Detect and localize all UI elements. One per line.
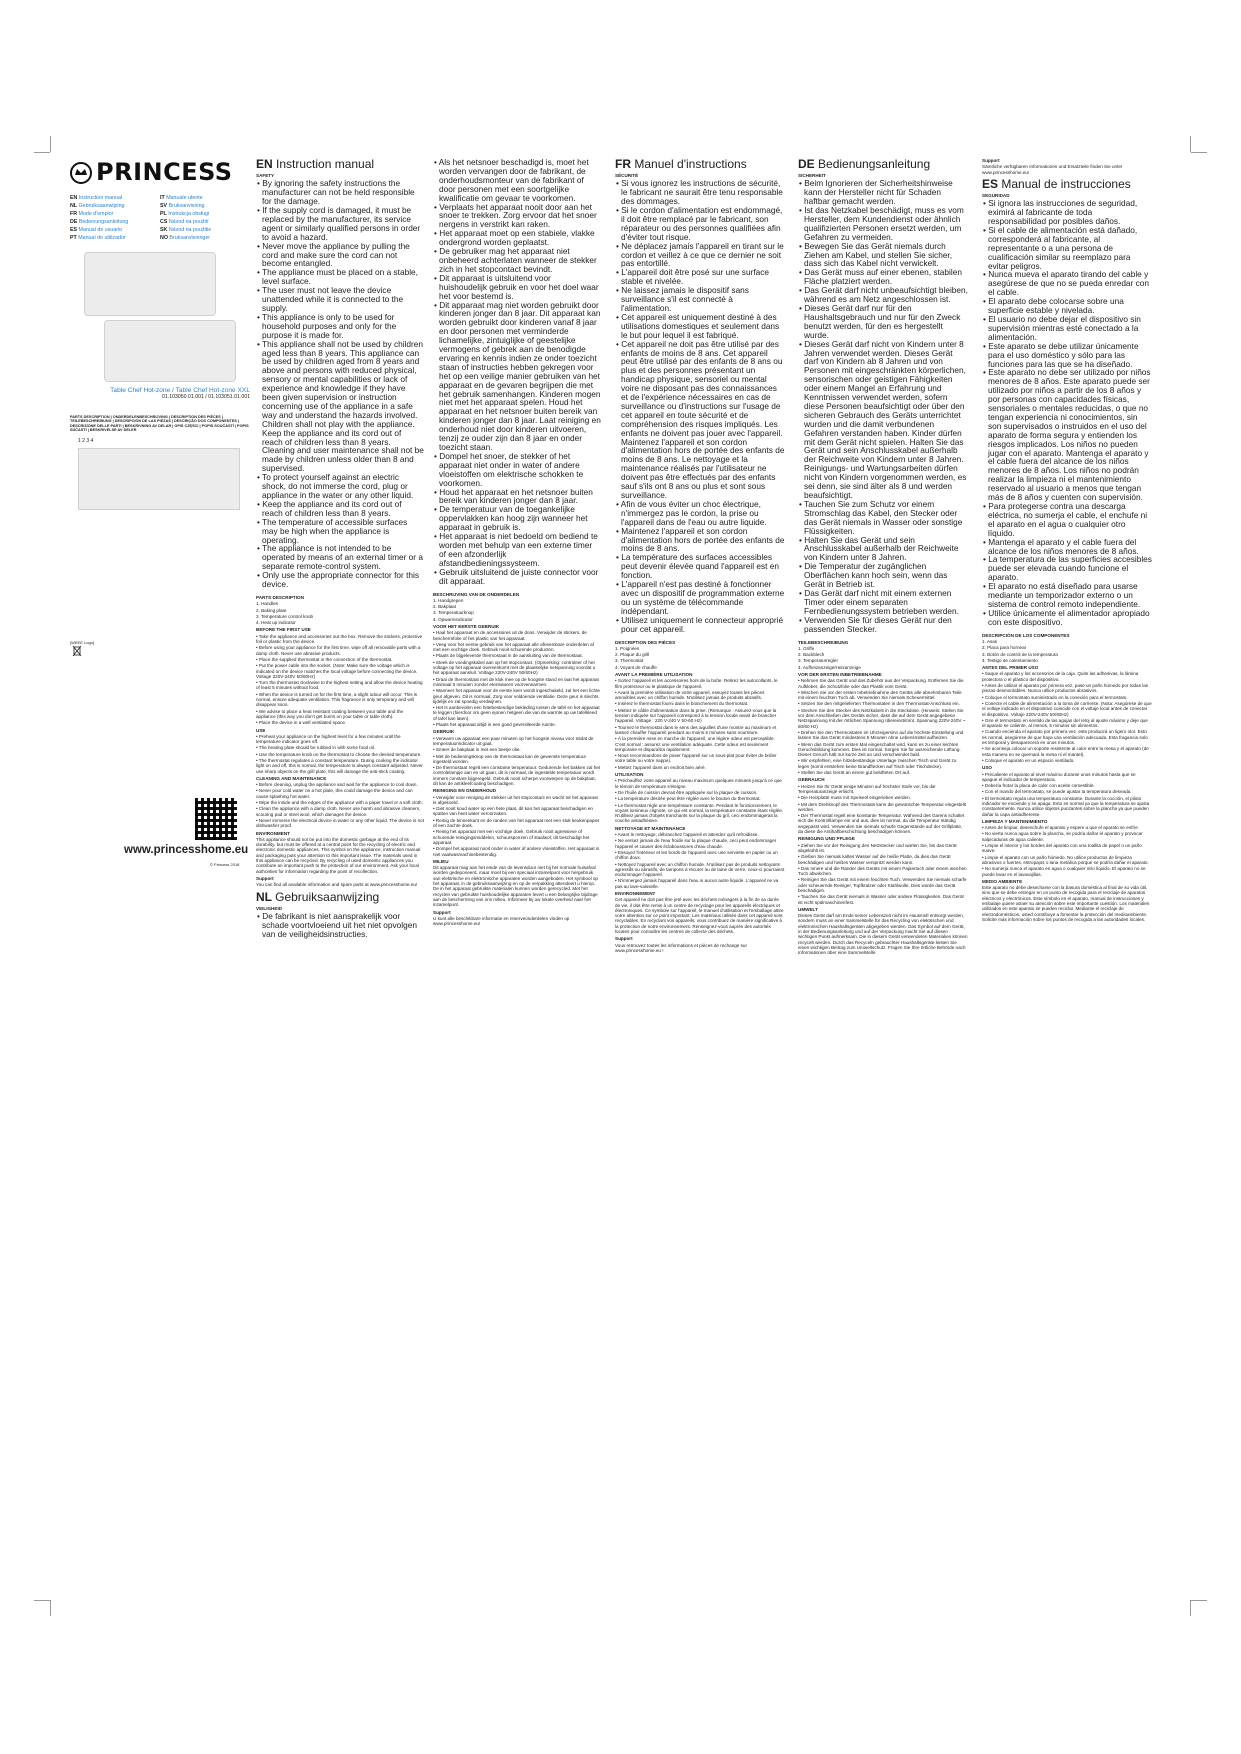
language-item: ES Manual de usuario (70, 227, 123, 233)
language-item: EN Instruction manual (70, 195, 123, 201)
list-item: • Place the supplied thermostat in the connection of the thermostat. (256, 656, 393, 662)
list-item: 3. Thermostat (615, 658, 644, 664)
list-item: • Wischen Sie vor der ersten Inbetriebnahme des Geräts alle abnehmbaren Teile mit einem feuchten Tuch ab. Verwenden Sie niemals Scheuermittel. (798, 689, 962, 701)
list-item: • Si vous ignorez les instructions de sécurité, le fabricant ne saurait être tenu responsable des dommages. (616, 178, 783, 207)
safety-heading: SEGURIDAD (982, 192, 1010, 198)
list-item: • Coloque el termostato suministrado en la conexión para el termostato. (982, 694, 1128, 700)
section-title-en: EN Instruction manual (256, 157, 375, 171)
environment-heading: UMWELT (798, 906, 818, 912)
first-use-heading: VOR DER ERSTEN INBETRIEBNAHME (798, 672, 882, 677)
list-item: • Clean the appliance with a damp cloth. Never use harsh and abrasive cleaners, scouring pad or steel wool, which damages the device. (256, 806, 421, 817)
list-item: • La température des surfaces accessibles peut devenir élevée quand l'appareil est en fonction. (616, 552, 779, 581)
list-item: • Verwenden Sie für dieses Gerät nur den passenden Stecker. (799, 614, 952, 634)
cleaning-heading: NETTOYAGE ET MAINTENANCE (615, 825, 686, 831)
product-image-small (84, 252, 216, 316)
list-item: • Bewegen Sie das Gerät niemals durch Ziehen am Kabel, und stellen Sie sicher, dass sich das Kabel nicht verwickelt. (799, 240, 953, 269)
support-text: U kunt alle beschikbare informatie en reserveonderdelen vinden op www.princesshome.eu! (433, 915, 570, 927)
list-item: 3. Temperaturregler (798, 658, 839, 664)
list-item: • Haal het apparaat en de accessoires uit de doos. Verwijder de stickers, de beschermfolie of het plastic van het apparaat. (433, 630, 587, 641)
list-item: • Het apparaat is niet bedoeld om bediend te worden met behulp van een externe timer of een afzonderlijk afstandbedieningssysteem. (434, 531, 598, 568)
list-item: 2. Bakplaat (433, 604, 456, 610)
list-item: • Nous recommandons de poser l'appareil sur un sous-plat pour éviter de brûler votre table ou votre nappe). (615, 753, 777, 764)
list-item: • Use the temperature knob on the thermostat to choose the desired temperature. (256, 751, 422, 757)
use-heading: USE (256, 727, 266, 733)
list-item: • Sortez l'appareil et les accessoires hors de la boîte. Retirez les autocollants, le film protecteur ou le plastique de l'appareil. (615, 678, 778, 689)
environment-heading: MILIEU (433, 858, 449, 864)
list-item: • Dit apparaat mag niet worden gebruikt door kinderen jonger dan 8 jaar. Dit apparaat kan worden gebruikt door kinderen vanaf 8 jaar en door personen met verminderde lichamelijke, zintuiglijke of geestelijke vermogens of gebrek aan de benodigde ervaring en kennis indien ze onder toezicht staan of instructies hebben gekregen voor het op een veilige manier gebruiken van het apparaat en de gevaren begrijpen die met het gebruik samenhangen. Kinderen mogen niet met het apparaat spelen. Houd het apparaat en het netsnoer buiten bereik van kinderen jonger dan 8 jaar. Laat reiniging en onderhoud niet door kinderen uitvoeren, tenzij ze ouder zijn dan 8 jaar en onder toezicht staan. (434, 299, 601, 452)
brand-logo (70, 158, 250, 187)
list-item: • Reinig de binnenkant en de randen van het apparaat met een stuk keukenpapier of een zachte doek. (433, 817, 600, 829)
list-item: • Heizen Sie Ihr Gerät einige Minuten auf höchster Stufe vor, bis die Temperaturanzeige erlischt. (798, 783, 936, 794)
safety-list (798, 179, 968, 633)
list-item: • La température désirée peut être réglée avec le bouton du thermostat. (615, 796, 761, 802)
crown-icon (70, 162, 92, 184)
list-item: • Saque el aparato y los accesorios de la caja. Quite las adhesivas, la lámina protectora o el plástico del dispositivo. (982, 671, 1139, 682)
environment-heading: ENVIRONMENT (256, 830, 290, 836)
crop-mark (1190, 136, 1191, 152)
cleaning-heading: CLEANING AND MAINTENANCE (256, 775, 327, 781)
first-use-list (433, 630, 601, 727)
list-item: • Nehmen Sie das Gerät und das Zubehör aus der Verpackung. Entfernen Sie die Aufkleber, die Schutzfolie oder das Plastik vom Gerät. (798, 678, 964, 689)
safety-list (433, 158, 601, 586)
list-item: • El aparato no está diseñado para usarse mediante un temporizador externo o un sistema de control remoto independiente. (983, 581, 1141, 609)
list-item: • Insérez le thermostat fourni dans le branchement du thermostat. (615, 701, 749, 707)
support-heading: Support (615, 936, 633, 942)
first-use-heading: VOOR HET EERSTE GEBRUIK (433, 623, 500, 629)
manual-sheet (70, 158, 1180, 1588)
list-item: • Giet nooit koud water op een hete plaat, dit kan het apparaat beschadigen en spatten van heet water veroorzaken. (433, 806, 593, 817)
language-item: FR Mode d'emploi (70, 211, 113, 217)
list-item: • Antes de utilizar el aparato por primera vez, pase un paño húmedo por todas las piezas desmontables. Nunca utilice productos abrasivos. (982, 683, 1149, 694)
list-item: • Essuyez l'intérieur et les bords de l'appareil avec une serviette en papier ou un chiffon doux. (615, 849, 778, 861)
list-item: • Plaats de bijgeleverde thermostaat in de aansluiting van de thermostaat. (433, 653, 583, 659)
first-use-heading: BEFORE THE FIRST USE (256, 627, 311, 633)
safety-heading: SICHERHEIT (798, 173, 826, 178)
list-item: • The temperature of accessible surfaces may be high when the appliance is operating. (257, 516, 408, 545)
list-item: • Wir empfehlen, eine hitzebeständige Unterlage zwischen Tisch und Gerät zu legen (somit entstehen keine Brandflecken auf Tisch oder Tischdecke). (798, 758, 957, 769)
list-item: • El aparato debe colocarse sobre una superficie estable y nivelada. (983, 296, 1124, 316)
section-title-es: ES Manual de instrucciones (982, 176, 1131, 191)
list-item: 4. Opwarmindicator (433, 616, 473, 622)
list-item: • Dieses Gerät darf nicht von Kindern unter 8 Jahren verwendet werden. Dieses Gerät darf von Kindern ab 8 Jahren und von Personen mit eingeschränkten körperlichen, sensorischen oder geistigen Fähigkeiten oder einem Mangel an Erfahrung und Kenntnissen verwendet werden, sofern diese Personen beaufsichtigt oder über den sicheren Gebrauch des Geräts unterrichtet wurden und die damit verbundenen Gefahren verstanden haben. Kinder dürfen mit dem Gerät nicht spielen. Halten Sie das Gerät und sein Anschlusskabel außerhalb der Reichweite von Kindern unter 8 Jahren. Reinigungs- und Wartungsarbeiten dürfen nicht von Kindern vorgenommen werden, es sei denn, sie sind älter als 8 und werden beaufsichtigt. (799, 338, 967, 501)
list-item: • Drehen Sie den Thermostaten im Uhrzeigersinn auf die höchste Einstellung und lassen Sie das Gerät mindestens 5 Minuten ohne Lebensmittel aufheizen. (798, 729, 964, 741)
safety-list (615, 179, 785, 633)
list-item: • Afin de vous éviter un choc électrique, n'immergez pas le cordon, la prise ou l'appareil dans de l'eau ou autre liquide. (616, 498, 767, 527)
list-item: • Mantenga el aparato y el cable fuera del alcance de los niños menores de 8 años. (983, 536, 1139, 556)
list-item: • Steek de voedingskabel aan op het stopcontact. (Opmerking: controleer of het voltage op het apparaat overeenkomt met de plaatselijke netspanning voordat u het apparaat aansluit. Voltage 220V-240V 50/60Hz) (433, 659, 596, 676)
list-item: • Este aparato no debe ser utilizado por niños menores de 8 años. Este aparato puede ser utilizado por niños a partir de los 8 años y por personas con capacidades físicas, sensoriales o mentales reducidas, o que no tengan experiencia ni conocimientos, sin son supervisados o instruidos en el uso del aparato de forma segura y entienden los riesgos implicados. Los niños no pueden jugar con el aparato. Mantenga el aparato y el cable fuera del alcance de los niños menores de 8 años. Los niños no podrán realizar la limpieza ni el mantenimiento reservado al usuario a menos que tengan más de 8 años y cuenten con supervisión. (983, 367, 1151, 503)
crop-mark (1191, 152, 1207, 153)
list-item: • Tauchen Sie zum Schutz vor einem Stromschlag das Kabel, den Stecker oder das Gerät niemals in Wasser oder sonstige Flüssigkeiten. (799, 498, 963, 536)
crop-mark (50, 1600, 51, 1616)
environment-text: This appliance should not be put into the domestic garbage at the end of its durability, but must be offered at a central point for the recycling of electric and electronic domestic appliances. This symbol on the appliance, instruction manual and packaging puts your attention to this important issue. The materials used in this appliance can be recycled. By recycling of used domestic appliances you contribute an important push to the protection of our environment. Ask your local authorities for information regarding the point of recollection. (256, 836, 421, 874)
support-text: Sämtliche verfügbaren Informationen und Ersatzteile finden Sie unter www.princesshome.eu! (982, 164, 1123, 175)
first-use-heading: ANTES DEL PRIMER USO (982, 665, 1039, 671)
first-use-list (798, 678, 968, 775)
list-item: • Never move the appliance by pulling the cord and make sure the cord can not become entangled. (257, 240, 410, 269)
parts-label-multilang: PARTS DESCRIPTION | ONDERDELENBESCHRIJVING | DESCRIPTION DES PIÈCES | TEILEBESCHREIBUNG | DESCRIPCIÓN DE LAS PIEZAS | DESCRIÇÃO DOS COMPONENTES | DESCRIZIONE DELLE PARTI | BESKRIVNING AV DELAR | OPIS CZĘŚCI | POPIS SOUČÁSTÍ | POPIS SÚČASTÍ | BESKRIVELSE AV DELER (70, 414, 249, 433)
copyright: © Princess 2018 (210, 862, 240, 867)
use-heading: GEBRUIK (433, 729, 455, 735)
environment-text: Cet appareil ne doit pas être jeté avec les déchets ménagers à la fin de sa durée de vie, il doit être remis à un centre de recyclage pour les appareils électriques et électroniques. Ce symbole sur l'appareil, le manuel d'utilisation et l'emballage attire votre attention sur ce point important. Les matériaux utilisés dans cet appareil sont recyclables. En recyclant vos appareils, vous contribuez de manière significative à la protection de notre environnement. Renseignez-vous auprès des autorités locales pour connaître les centres de collecte des déchets. (615, 897, 784, 935)
list-item: • Houd het apparaat en het netsnoer buiten bereik van kinderen jonger dan 8 jaar. (434, 486, 593, 506)
list-item: • Limpie el interior y los bordes del aparato con una toallita de papel o un paño suave. (982, 843, 1142, 854)
language-item: IT Manuale utente (160, 195, 203, 201)
crop-mark (34, 1600, 50, 1601)
list-item: 3. Temperatuurknop (433, 610, 474, 616)
list-item: 4. Testigo de calentamiento (982, 657, 1038, 663)
list-item: • Stellen Sie das Gerät an einem gut belüfteten Ort auf. (798, 770, 911, 776)
list-item: • The user must not leave the device unattended while it is connected to the supply. (257, 285, 404, 313)
list-item: • De thermostaat regelt een constante temperatuur. Gedurende het bakken zal het controlelampje aan en uit gaan, dit is normaal, de ingestelde temperatuur wordt immers constant bijgeregeld. Gebruik nooit scherpe voorwerpen op de bakplaat, dit kan de antikleefcoating beschadigen. (433, 765, 601, 786)
qr-code (195, 798, 237, 840)
section-title-fr: FR Manuel d'instructions (615, 157, 747, 171)
list-item: • Beim Ignorieren der Sicherheitshinweise kann der Hersteller nicht für Schaden haftbar gemacht werden. (799, 178, 953, 207)
language-item: NO Bruksanvisninger (160, 235, 211, 241)
safety-heading: SAFETY (256, 173, 275, 178)
list-item: • Verwarm uw apparaat een paar minuten op het hoogste niveau voor totdat de temperatuurindicator uit gaat. (433, 735, 594, 746)
list-item: 1. Handgrepen (433, 597, 464, 603)
list-item: 1. Asas (982, 638, 998, 644)
list-item: 2. Baking plate (256, 607, 287, 613)
use-list (256, 734, 424, 774)
list-item: • Met de bedieningsknop van de thermostaat kan de gewenste temperatuur ingesteld worden. (433, 753, 587, 764)
list-item: • Cuando encienda el aparato por primera vez, este producirá un ligero olor. Esto es normal, asegúrese de que haya una ventilación adecuada. Esta fragancia solo es temporal y desaparecerá en unos minutos. (982, 729, 1148, 746)
list-item: • Place the device in a well ventilated space. (256, 720, 347, 726)
safety-list (256, 912, 424, 939)
list-item: • Dompel het apparaat nooit onder in water of andere vloeistoffen. Het apparaat is niet vaatwasmachinebestendig. (433, 846, 600, 857)
weee-label: [WEEE Logo] (70, 639, 95, 645)
use-list (615, 778, 785, 823)
list-item: 2. Placa para hornear (982, 645, 1027, 651)
use-heading: USO (982, 765, 992, 771)
list-item: 2. Backblech (798, 652, 825, 658)
environment-text: Dieses Gerät darf am Ende seiner Lebenszeit nicht im Hausmüll entsorgt werden, sondern muss an einer Sammelstelle für das Recycling von elektrischen und elektronischen Haushaltsgeräten abgegeben werden. Das Symbol auf dem Gerät, in der Bedienungsanleitung und auf der Verpackung macht Sie auf diesen wichtigen Punkt aufmerksam. Die in diesem Gerät verwendeten Materialien können recycelt werden. Durch das Recyceln gebrauchter Haushaltsgeräte leisten Sie einen wichtigen Beitrag zum Umweltschutz. Fragen Sie Ihre örtliche Behörde nach Informationen über eine Sammelstelle. (798, 913, 968, 956)
language-item: SK Návod na použitie (160, 227, 212, 233)
parts-heading: BESCHRIJVING VAN DE ONDERDELEN (433, 591, 520, 597)
parts-heading: TEILEBESCHREIBUNG (798, 639, 849, 645)
crop-mark (1190, 1600, 1191, 1616)
parts-heading: DESCRIPCIÓN DE LOS COMPONENTES (982, 632, 1070, 638)
list-item: • Este aparato se debe utilizar únicamente para el uso doméstico y sólo para las funciones para las que se ha diseñado. (983, 340, 1139, 369)
list-item: • No sumerja nunca el aparato en agua o cualquier otro líquido. El aparato no se puede lavar en el lavavajillas. (982, 866, 1146, 877)
list-item: • Tauchen Sie das Gerät niemals in Wasser oder andere Flüssigkeiten. Das Gerät ist nicht spülmaschinenfest. (798, 894, 964, 905)
list-item: • Turn the thermostat clockwise to the highest setting and allow the device heating of least 5 minutes without food. (256, 680, 423, 691)
list-item: • Debería frotar la placa de calor con aceite comestible. (982, 783, 1095, 789)
list-item: • L'appareil doit être posé sur une surface stable et nivelée. (616, 267, 770, 287)
list-item: • To protect yourself against an electric shock, do not immerse the cord, plug or appliance in the water or any other liquid. (257, 472, 414, 501)
list-item: • Le thermostat règle une température constante. Pendant le fonctionnement, le voyant lumineux clignote, ce qui est normal, la température constante étant réglée. N'utilisez jamais d'objets tranchants sur la plaque du gril, ceci endommagerait la couche antiadhésive. (615, 802, 784, 824)
environment-heading: MEDIO AMBIENTE (982, 878, 1023, 884)
part-numbers: 1 2 3 4 (78, 437, 94, 444)
list-item: • We advise to place a heat resistant coating between your table and the appliance (this way you don't get burns on your table or table cloth). (256, 708, 404, 719)
list-item: • Si ignora las instrucciones de seguridad, eximirá al fabricante de toda responsabilidad por posibles daños. (983, 198, 1138, 226)
list-item: • De l'huile de cuisson devrait être appliquée sur la plaque de cuisson. (615, 789, 758, 795)
language-item: NL Gebruiksaanwijzing (70, 203, 125, 209)
list-item: • The thermostat regulates a constant temperature. During cooking the indicator light on and off, this is normal, the temperature is always constant adjusted. Never use sharp objects on the grill plate, this will damage the anti-stick coating. (256, 758, 423, 774)
brand-name: PRINCESS (96, 158, 233, 187)
list-item: • Dieses Gerät darf nur für den Haushaltsgebrauch und nur für den Zweck benutzt werden, für den es hergestellt wurde. (799, 302, 961, 340)
parts-diagram (78, 448, 240, 510)
list-item: 3. Temperature control knob (256, 613, 314, 619)
first-use-list (256, 634, 424, 726)
list-item: • Het is aanbevolen een hittebestendige bekleding tussen de tafel en het apparaat te leggen (hierdoor om geen ejonen hetgeen die van de warmte op uw tafelkleed of tafel kan laten). (433, 705, 600, 721)
list-item: • By ignoring the safety instructions the manufacturer can not be held responsible for the damage. (257, 178, 415, 207)
es-column (982, 158, 1152, 923)
list-item: • This appliance shall not be used by children aged less than 8 years. This appliance can be used by children aged from 8 years and above and persons with reduced physical, sensory or mental capabilities or lack of experience and knowledge if they have been given supervision or instruction concerning use of the appliance in a safe way and understand the hazards involved. Children shall not play with the appliance. Keep the appliance and its cord out of reach of children less than 8 years. Cleaning and user maintenance shall not be made by children unless older than 8 and supervised. (257, 338, 424, 474)
list-item: • Con el mando del termostato, se puede ajustar la temperatura deseada. (982, 789, 1132, 795)
list-item: • Der Thermostat regelt eine konstante Temperatur. Während des Garens schaltet sich die Kontrolllampe ein und aus, dies ist normal, da die Temperatur ständig angepasst wird. Verwenden Sie niemals scharfe Gegenstände auf der Grillplatte, da diese die Antihaftbeschichtung beschädigen können. (798, 813, 965, 835)
list-item: • Gire el termostato en sentido de las agujas del reloj al ajuste máximo y deje que el aparato se caliente, al menos, 5 minutos sin alimentos. (982, 717, 1148, 729)
list-item: • Draai de thermostaat met de klok mee op de hoogste stand en laat het apparaat minimaal 5 minuten zonder etenswaren voorverwarmen. (433, 676, 599, 687)
environment-text: Dit apparaat mag aan het einde van de levensduur niet bij het normale huisafval worden gedeponeerd, maar moet bij een speciaal inzamelpunt voor hergebruik van elektrische en elektronische apparaten worden aangeboden. Het symbool op het apparaat, in de gebruiksaanwijzing en op de verpakking attendeert u hierop. De in het apparaat gebruikte materialen kunnen worden gerecycled. Met het recyclen van gebruikte huishoudelijke apparaten levert u een belangrijke bijdrage aan de bescherming van ons milieu. Informeer bij uw lokale overheid naar het inzamelpunt. (433, 865, 598, 908)
list-item: • Put the power cable into the socket. (Note: Make sure the voltage which is indicated on the device matches the local voltage before connecting the device. Voltage 220V-240V 50/60Hz) (256, 663, 418, 679)
list-item: • Utilice únicamente el alimentador apropiado con este dispositivo. (983, 607, 1150, 627)
parts-list (982, 639, 1152, 663)
list-item: • Das Gerät darf nicht unbeaufsichtigt bleiben, während es am Netz angeschlossen ist. (799, 285, 968, 305)
list-item: • Nunca mueva el aparato tirando del cable y asegúrese de que no se pueda enredar con el cable. (983, 269, 1149, 298)
support-heading: Support (433, 909, 451, 915)
list-item: • Precaliente el aparato al nivel máximo durante unos minutos hasta que se apague el indicador de temperatura. (982, 771, 1136, 782)
list-item: • Tournez le thermostat dans le sens des aiguilles d'une montre au maximum et laissez chauffer l'appareil pendant au moins 5 minutes sans nourriture. (615, 724, 777, 735)
list-item: 4. Voyant de chauffe (615, 664, 657, 670)
cleaning-list (615, 832, 785, 889)
list-item: • De gebruiker mag het apparaat niet onbeheerd achterlaten wanneer de stekker zich in het stopcontact bevindt. (434, 246, 597, 274)
crop-mark (34, 152, 50, 153)
list-item: • Als het netsnoer beschadigd is, moet het worden vervangen door de fabrikant, de onderhoudsmonteur van de fabrikant of door personen met een soortgelijke kwalificatie om gevaar te voorkomen. (434, 157, 589, 203)
environment-heading: ENVIRONNEMENT (615, 890, 656, 896)
list-item: 1. Handles (256, 601, 278, 607)
en-column (256, 158, 424, 939)
cover-column (70, 158, 250, 867)
support-heading: Support (256, 875, 274, 881)
list-item: • Only use the appropriate connector for this device. (257, 570, 420, 590)
list-item: • Ne versez jamais de l'eau froide sur la plaque chaude, ceci peut endommager l'appareil et causer des éclaboussures d'eau chaude. (615, 838, 777, 849)
website: www.princesshome.eu (124, 844, 249, 856)
list-item: • Limpie el aparato con un paño húmedo. No utilice productos de limpieza abrasivos o fuertes, estropajos o lana metálica porque se podría dañar el aparato. (982, 854, 1149, 865)
list-item: • Reinig het apparaat met een vochtige doek. Gebruik nooit agressieve of schurende reinigingsmiddelen, schuursponzen of staalwol; dit beschadigt het apparaat. (433, 829, 590, 845)
list-item: • Ne déplacez jamais l'appareil en tirant sur le cordon et veillez à ce que ce dernier ne soit pas entortillé. (616, 240, 784, 269)
list-item: • Halten Sie das Gerät und sein Anschlusskabel außerhalb der Reichweite von Kindern unter 8 Jahren. (799, 534, 959, 563)
list-item: • Het apparaat moet op een stabiele, vlakke ondergrond worden geplaatst. (434, 228, 595, 248)
use-list (433, 736, 601, 787)
list-item: • Keep the appliance and its cord out of reach of children less than 8 years. (257, 498, 402, 518)
list-item: • Veeg voor het eerste gebruik van het apparaat alle afneembare onderdelen af met een vochtige doek. Gebruik nooit schurende producten. (433, 641, 594, 653)
first-use-list (615, 678, 785, 770)
list-item: • This appliance is only to be used for household purposes and only for the purpose it is made for. (257, 311, 397, 340)
list-item: • Die Heizplatte muss mit Speiseöl eingerieben werden. (798, 795, 911, 801)
list-item: • Wanneer het apparaat voor de eerste keer wordt ingeschakeld, zal het een lichte geur afgeven. Dit is normaal. Zorg voor voldoende ventilatie. Deze geur is slechts tijdelijk en zal spoedig verdwijnen. (433, 688, 600, 704)
list-item: • No vierta nunca agua sobre la plancha, se podría dañar el aparato y provocar salpicaduras de agua caliente. (982, 831, 1143, 842)
crop-mark (50, 136, 51, 152)
cleaning-list (798, 843, 968, 905)
cleaning-heading: REINIGUNG UND PFLEGE (798, 836, 855, 842)
language-item: DE Bedienungsanleitung (70, 219, 129, 225)
product-codes: 01.103050.01.001 / 01.103051.01.001 (162, 394, 250, 401)
list-item: • Dit apparaat is uitsluitend voor huishoudelijk gebruik en voor het doel waar het voor bestemd is. (434, 272, 599, 301)
list-item: • La temperatura de las superficies accesibles puede ser elevada cuando funcione el aparato. (983, 554, 1152, 583)
list-item: • N'immergez jamais l'appareil dans l'eau ni aucun autre liquide. L'appareil ne va pas au lave-vaisselle. (615, 878, 779, 889)
list-item: • Before using your appliance for the first time, wipe off all removable parts with a damp cloth. Never use abrasive products. (256, 645, 421, 656)
list-item: • L'appareil n'est pas destiné à fonctionner avec un dispositif de programmation externe ou un système de télécommande indépendant. (616, 579, 785, 616)
parts-list (615, 646, 785, 670)
safety-list (256, 179, 424, 589)
list-item: • Never immerse the electrical device in water or any other liquid. The device is not dishwasher proof. (256, 817, 424, 829)
use-list (982, 772, 1152, 817)
crop-mark (1191, 1600, 1207, 1601)
use-heading: GEBRAUCH (798, 777, 825, 783)
fr-column (615, 158, 785, 954)
list-item: • Avant la première utilisation de votre appareil, essuyez toutes les pièces amovibles avec un chiffon humide. N'utilisez jamais de produits abrasifs. (615, 689, 765, 701)
list-item: • Das Gerät darf nicht mit einem externen Timer oder einem separaten Fernbedienungssystem betrieben werden. (799, 587, 959, 616)
list-item: 4. Heat up indicator (256, 620, 296, 626)
list-item: • Die Temperatur der zugänglichen Oberflächen kann hoch sein, wenn das Gerät in Betrieb ist. (799, 561, 948, 590)
cleaning-heading: REINIGING EN ONDERHOUD (433, 788, 497, 794)
list-item: • Antes de limpiar, desenchufe el aparato y espere a que el aparato se enfríe. (982, 825, 1140, 831)
list-item: • Wipe the inside and the edges of the appliance with a paper towel or a soft cloth. (256, 800, 423, 806)
language-list (70, 194, 250, 242)
section-title-de: DE Bedienungsanleitung (798, 157, 931, 171)
list-item: • Smeer de bakplaat in met een beetje olie. (433, 747, 521, 753)
list-item: • De fabrikant is niet aansprakelijk voor schade voortvloeiend uit het niet opvolgen van de veiligheidsinstructies. (257, 910, 417, 939)
list-item: • Verwijder voor reiniging de stekker uit het stopcontact en wacht tot het apparaat is afgekoeld. (433, 794, 598, 805)
product-name: Table Chef Hot-zone / Table Chef Hot-zone XXL (110, 387, 250, 394)
cleaning-list (433, 795, 601, 857)
list-item: • The appliance is not intended to be operated by means of an external timer or a separate remote-control system. (257, 543, 423, 572)
safety-heading: VEILIGHEID (256, 905, 283, 911)
list-item: • El termostato regula una temperatura constante. Durante la cocción, el piloto indicador se enciende y se apaga. Esto es normal ya que la temperatura se ajusta constantemente. Nunca utilice objetos punzantes sobre la plancha ya que pueden dañar la capa antiadherente. (982, 795, 1150, 817)
list-item: • Si el cable de alimentación está dañado, corresponderá al fabricante, al representante o a una persona de cualificación similar su reemplazo para evitar peligros. (983, 224, 1138, 271)
use-heading: UTILISATION (615, 772, 644, 778)
list-item: • Take the appliance and accessories out the box. Remove the stickers, protective foil or plastic from the device. (256, 633, 423, 645)
language-item: PT Manual do utilizador (70, 235, 126, 241)
list-item: • Dompel het snoer, de stekker of het apparaat niet onder in water of andere vloeistoffen om elektrische schokken te voorkomen. (434, 450, 584, 488)
list-item: • Se aconseja colocar un soporte resistente al calor entre la mesa y el aparato (de esta manera no se quemará la mesa ni el mantel). (982, 746, 1149, 757)
parts-list (433, 598, 601, 622)
list-item: • Ne laissez jamais le dispositif sans surveillance s'il est connecté à l'alimentation. (616, 285, 749, 313)
language-item: CS Návod na použití (160, 219, 209, 225)
list-item: 2. Plaque du grill (615, 652, 650, 658)
list-item: • Before cleaning, unplug the appliance and wait for the appliance to cool down. (256, 782, 418, 788)
environment-text: Este aparato no debe desecharse con la basura doméstica al final de su vida útil, sino que se debe entregar en un punto de recogida para el reciclaje de aparatos eléctricos y electrónicos. Este símbolo en el aparato, manual de instrucciones y embalaje quiere atraer su atención sobre este importante cuestión. Los materiales utilizados en este aparato se pueden reciclar. Mediante el reciclaje de electrodomésticos, usted contribuye a fomentar la protección del medioambiente. Solicite más información sobre los puntos de recogida a las autoridades locales. (982, 885, 1150, 922)
list-item: • Stecken Sie den Stecker des Netzkabels in die Steckdose. (Hinweis: Stellen Sie vor dem Anschließen des Geräts sicher, dass die auf dem Gerät angegebene Netzspannung mit der örtlichen Spannung übereinstimmt. Spannung 220V-240V ~ 50/60 Hz) (798, 707, 966, 729)
list-item: • Cet appareil ne doit pas être utilisé par des enfants de moins de 8 ans. Cet appareil peut être utilisé par des enfants de 8 ans ou plus et des personnes présentant un handicap physique, sensoriel ou mental voire ne disposant pas des connaissances et de l'expérience nécessaires en cas de surveillance ou d'instructions sur l'usage de cet appareil en toute sécurité et de compréhension des risques impliqués. Les enfants ne doivent pas jouer avec l'appareil. Maintenez l'appareil et son cordon d'alimentation hors de portée des enfants de moins de 8 ans. Le nettoyage et la maintenance réalisés par l'utilisateur ne doivent pas être effectués par des enfants sauf s'ils ont 8 ans ou plus et sont sous surveillance. (616, 338, 785, 501)
list-item: • Mit dem Drehknopf des Thermostats kann die gewünschte Temperatur eingestellt werden. (798, 801, 966, 812)
list-item: • De temperatuur van de toegankelijke oppervlakken kan hoog zijn wanneer het apparaat in gebruik is. (434, 504, 588, 533)
safety-heading: SÉCURITÉ (615, 173, 639, 178)
safety-list (982, 199, 1152, 627)
first-use-heading: AVANT LA PREMIÈRE UTILISATION (615, 672, 693, 677)
support-text: Vous retrouvez toutes les informations et pièces de rechange sur www.princesshome.eu ! (615, 942, 748, 953)
list-item: • Reinigen Sie das Gerät mit einem feuchten Tuch. Verwenden Sie niemals scharfe oder scheuernde Reiniger, Topfkratzer oder Stahlwolle. Dies würde das Gerät beschädigen. (798, 877, 967, 893)
parts-list (256, 601, 424, 625)
parts-list (798, 646, 968, 670)
list-item: • Das Innere und die Ränder des Geräts mit einem Papiertuch oder einem weichen Tuch abwischen. (798, 865, 967, 877)
language-item: PL Instrukcja obsługi (160, 211, 210, 217)
list-item: • Das Gerät muss auf einer ebenen, stabilen Fläche platziert werden. (799, 267, 962, 287)
use-list (798, 784, 968, 835)
weee-bin-icon (72, 645, 82, 657)
list-item: • El usuario no debe dejar el dispositivo sin supervisión mientras esté conectado a la alimentación. (983, 313, 1141, 342)
list-item: • Cet appareil est uniquement destiné à des utilisations domestiques et seulement dans le but pour lequel il est fabriqué. (616, 311, 780, 340)
list-item: • Si le cordon d'alimentation est endommagé, il doit être remplacé par le fabricant, son réparateur ou des personnes qualifiées afin d'éviter tout risque. (616, 205, 783, 242)
list-item: • The heating plate should be rubbed in with some food oil. (256, 745, 376, 751)
list-item: 3. Botón de control de la temperatura (982, 651, 1058, 657)
de-column (798, 158, 968, 957)
list-item: • Avant le nettoyage, débranchez l'appareil et attendez qu'il refroidisse. (615, 832, 759, 838)
list-item: • Never pour cold water on a hot plate, this could damage the device and can cause splashing hot water. (256, 788, 413, 799)
list-item: 1. Griffe (798, 645, 815, 651)
list-item: • Para protegerse contra una descarga eléctrica, no sumerja el cable, el enchufe ni el aparato en el agua o cualquier otro líquido. (983, 501, 1148, 538)
list-item: • Plaats het apparaat altijd in een goed geventileerde ruimte. (433, 722, 556, 728)
first-use-list (982, 671, 1152, 763)
list-item: • Conecte el cable de alimentación a la toma de corriente. (Nota: Asegúrese de que el voltaje indicado en el dispositivo coincide con el voltaje local antes de conectar el dispositivo. Voltaje 220V-240V 50/60Hz) (982, 700, 1152, 717)
list-item: 4. Aufheizanzeige/Heizanzeige (798, 664, 861, 670)
parts-heading: PARTS DESCRIPTION (256, 594, 304, 600)
list-item: • Wenn das Gerät zum ersten Mal eingeschaltet wird, kann es zu einer leichten Geruchsbildung kommen. Dies ist normal. Sorgen Sie für ausreichende Lüftung. Dieser Geruch hält nur kurze Zeit an und verschwindet bald. (798, 741, 961, 758)
list-item: • Nettoyez l'appareil avec un chiffon humide. N'utilisez pas de produits nettoyants agressifs ou abrasifs, de tampons à récurer ou de laine de verre, ceux-ci pourraient endommager l'appareil. (615, 861, 785, 878)
list-item: • If the supply cord is damaged, it must be replaced by the manufacturer, its service agent or similarly qualified persons in order to avoid a hazard. (257, 205, 421, 242)
support-heading: Support (982, 158, 1000, 163)
list-item: • À la première mise en marche de l'appareil, une légère odeur est perceptible. C'est normal : assurez une ventilation adéquate. Cette odeur est seulement temporaire et disparaîtra rapidement. (615, 736, 775, 752)
list-item: • Mettez le câble d'alimentation dans la prise. (Remarque : Assurez-vous que la tension indiquée sur l'appareil correspond à la tension locale avant de brancher l'appareil. Voltage : 220 V-240 V 50-60 Hz) (615, 707, 777, 724)
language-item: SV Bruksanvisning (160, 203, 205, 209)
list-item: • Preheat your appliance on the highest level for a few minutes until the temperature indicator goes off. (256, 733, 401, 745)
list-item: • Coloque el aparato en un espacio ventilado. (982, 757, 1075, 763)
cleaning-list (256, 782, 424, 828)
list-item: • Ziehen Sie vor der Reinigung den Netzstecker und warten Sie, bis das Gerät abgekühlt ist. (798, 842, 957, 853)
list-item: • Ist das Netzkabel beschädigt, muss es vom Hersteller, dem Kundendienst oder ähnlich qualifizierten Personen ersetzt werden, um Gefahren zu vermeiden. (799, 205, 964, 242)
parts-heading: DESCRIPTION DES PIÈCES (615, 639, 676, 645)
cleaning-heading: LIMPIEZA Y MANTENIMIENTO (982, 818, 1048, 824)
product-image-large (104, 320, 236, 382)
list-item: • Mettez l'appareil dans un endroit bien aéré. (615, 764, 706, 770)
cleaning-list (982, 825, 1152, 877)
list-item: • Préchauffez votre appareil au niveau maximum quelques minutes jusqu'à ce que le témoin de température s'éteigne. (615, 778, 782, 789)
list-item: • Setzen Sie den mitgelieferten Thermostaten in den Thermostat-Anschluss ein. (798, 701, 960, 707)
support-text: You can find all available information and spare parts at www.princesshome.eu! (256, 882, 418, 888)
list-item: 1. Poignées (615, 645, 640, 651)
list-item: • Gebruik uitsluitend de juiste connector voor dit apparaat. (434, 566, 599, 586)
list-item: • Verplaats het apparaat nooit door aan het snoer te trekken. Zorg ervoor dat het snoer nergens in verstrikt kan raken. (434, 201, 597, 230)
list-item: • Gießen Sie niemals kaltes Wasser auf die heiße Platte, da dies das Gerät beschädigen und heißes Wasser verspritzt werden kann. (798, 854, 951, 865)
list-item: • Maintenez l'appareil et son cordon d'alimentation hors de portée des enfants de moins de 8 ans. (616, 525, 785, 554)
section-title-nl: NL Gebruiksaanwijzing (256, 889, 380, 904)
list-item: • When the device is turned on for the first time, a slight odour will occur. This is normal, ensure adequate ventilation. This fragrance is only temporary and will disappear soon. (256, 691, 418, 708)
nl-column (433, 158, 601, 927)
list-item: • Utilisez uniquement le connecteur approprié pour cet appareil. (616, 614, 784, 634)
list-item: • The appliance must be placed on a stable, level surface. (257, 267, 418, 287)
